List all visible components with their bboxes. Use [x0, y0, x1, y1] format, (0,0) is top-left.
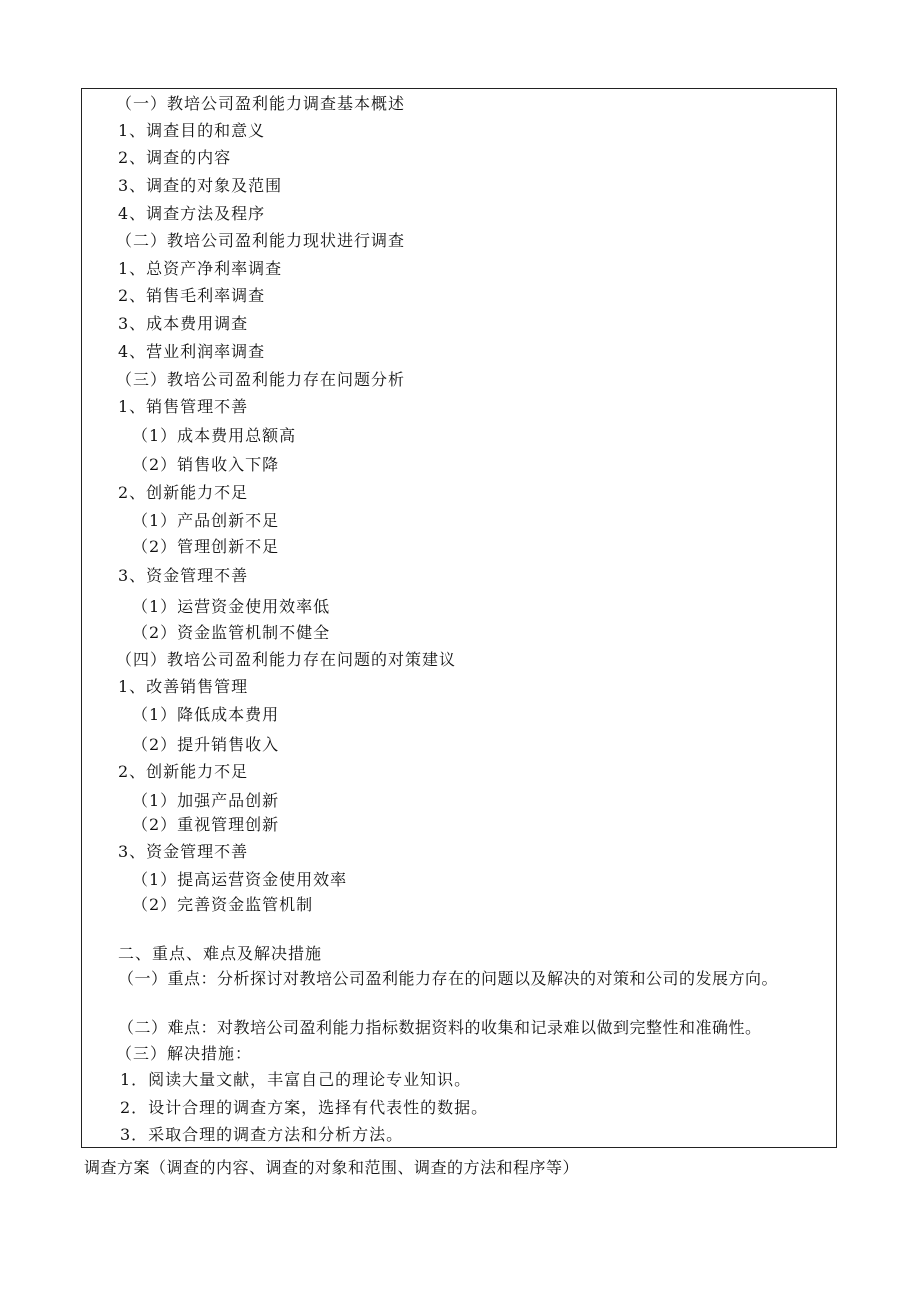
section-4-item-2-sub-2: （2）重视管理创新 — [132, 815, 280, 834]
section-3-item-2-sub-1: （1）产品创新不足 — [132, 511, 280, 530]
difficulty-paragraph: （二）难点：对教培公司盈利能力指标数据资料的收集和记录难以做到完整性和准确性。 — [118, 1018, 762, 1037]
section-4-item-3-sub-1: （1）提高运营资金使用效率 — [132, 870, 348, 889]
section-4-item-1: 1、改善销售管理 — [118, 677, 249, 696]
key-points-heading: 二、重点、难点及解决措施 — [118, 944, 323, 963]
section-3-item-3-sub-1: （1）运营资金使用效率低 — [132, 597, 331, 616]
measure-1: 1．阅读大量文献，丰富自己的理论专业知识。 — [120, 1070, 472, 1089]
focus-paragraph: （一）重点：分析探讨对教培公司盈利能力存在的问题以及解决的对策和公司的发展方向。 — [118, 969, 779, 988]
section-3-item-2: 2、创新能力不足 — [118, 483, 249, 502]
section-4-item-2: 2、创新能力不足 — [118, 762, 249, 781]
section-4-item-3: 3、资金管理不善 — [118, 842, 249, 861]
section-2-item-4: 4、营业利润率调查 — [118, 342, 266, 361]
section-4-item-3-sub-2: （2）完善资金监管机制 — [132, 895, 314, 914]
measure-2: 2．设计合理的调查方案，选择有代表性的数据。 — [120, 1098, 489, 1117]
section-4-item-1-sub-1: （1）降低成本费用 — [132, 705, 280, 724]
section-3-item-1-sub-1: （1）成本费用总额高 — [132, 426, 297, 445]
section-3-item-1-sub-2: （2）销售收入下降 — [132, 455, 280, 474]
section-3-item-1: 1、销售管理不善 — [118, 397, 249, 416]
section-1-item-1: 1、调查目的和意义 — [118, 121, 266, 140]
section-1-item-4: 4、调查方法及程序 — [118, 204, 266, 223]
section-4-item-1-sub-2: （2）提升销售收入 — [132, 735, 280, 754]
measures-title: （三）解决措施： — [116, 1044, 253, 1063]
section-3-item-3-sub-2: （2）资金监管机制不健全 — [132, 623, 331, 642]
section-2-item-3: 3、成本费用调查 — [118, 314, 249, 333]
measure-3: 3．采取合理的调查方法和分析方法。 — [120, 1125, 404, 1144]
survey-plan-caption: 调查方案（调查的内容、调查的对象和范围、调查的方法和程序等） — [84, 1158, 580, 1177]
document-box — [81, 88, 837, 1148]
section-2-item-2: 2、销售毛利率调查 — [118, 286, 266, 305]
section-3-item-2-sub-2: （2）管理创新不足 — [132, 537, 280, 556]
section-4-item-2-sub-1: （1）加强产品创新 — [132, 791, 280, 810]
section-3-title: （三）教培公司盈利能力存在问题分析 — [116, 370, 406, 389]
section-2-title: （二）教培公司盈利能力现状进行调查 — [116, 231, 406, 250]
section-4-title: （四）教培公司盈利能力存在问题的对策建议 — [116, 650, 457, 669]
section-3-item-3: 3、资金管理不善 — [118, 566, 249, 585]
section-1-title: （一）教培公司盈利能力调查基本概述 — [116, 94, 406, 113]
section-1-item-3: 3、调查的对象及范围 — [118, 176, 283, 195]
section-2-item-1: 1、总资产净利率调查 — [118, 259, 283, 278]
section-1-item-2: 2、调查的内容 — [118, 148, 232, 167]
